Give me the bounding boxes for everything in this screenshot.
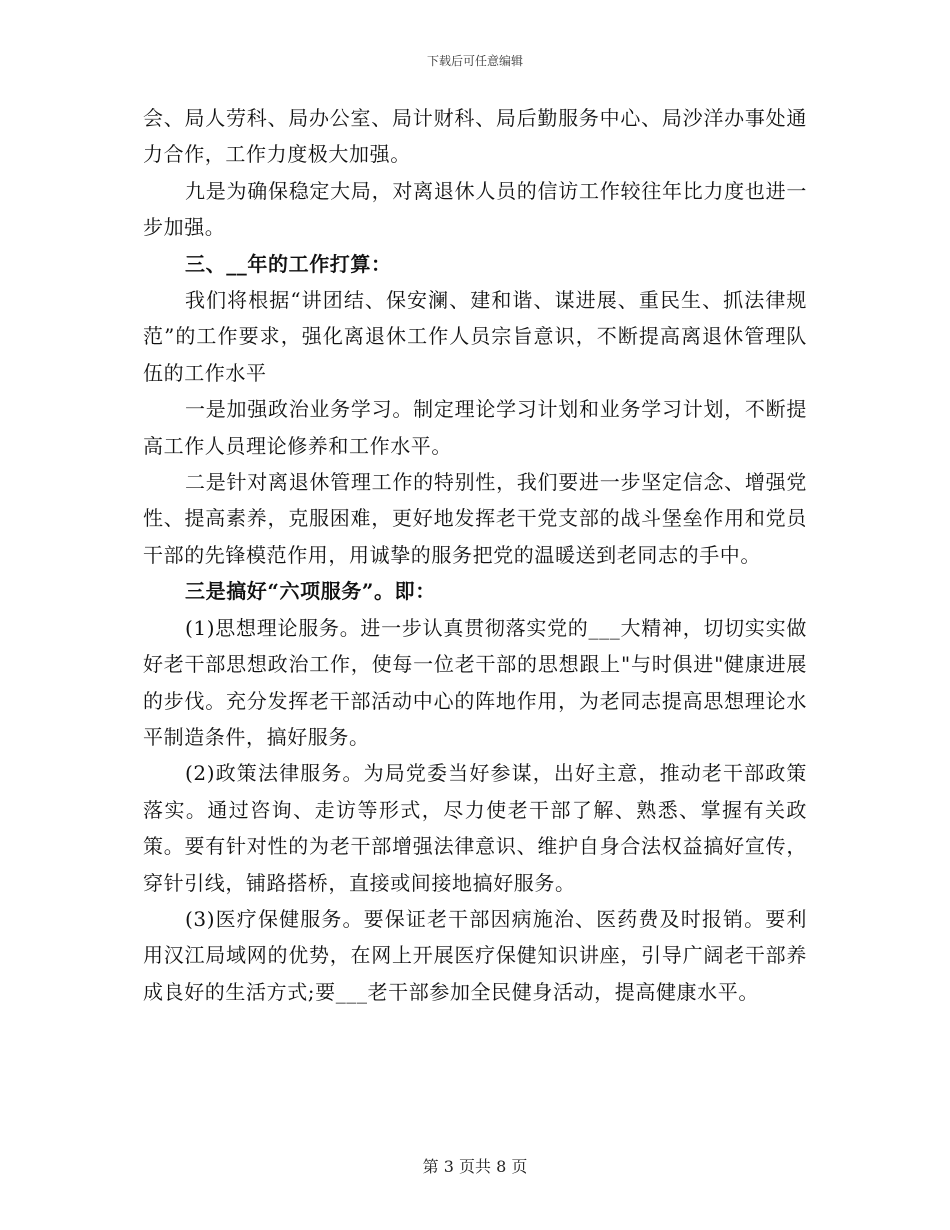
paragraph-plan-intro: 我们将根据“讲团结、保安澜、建和谐、谋进展、重民生、抓法律规范”的工作要求，强化离退休工作人员宗旨意识，不断提高离退休管理队伍的工作水平 — [143, 288, 807, 385]
page-header: 下载后可任意编辑 — [426, 54, 523, 68]
paragraph-service-1: (1)思想理论服务。进一步认真贯彻落实党的___大精神，切切实实做好老干部思想政治工作，使每一位老干部的思想跟上"与时俱进"健康进展的步伐。充分发挥老干部活动中心的阵地作用，为老同志提高思想理论水平制造条件，搞好服务。 — [143, 615, 807, 749]
document-body — [143, 100, 807, 1010]
paragraph-item-nine: 九是为确保稳定大局，对离退休人员的信访工作较往年比力度也进一步加强。 — [143, 178, 807, 240]
section-heading-work-plan: 三、__年的工作打算： — [185, 251, 392, 276]
page-footer: 第 3 页共 8 页 — [422, 1157, 528, 1176]
subheading-six-services: 三是搞好“六项服务”。即： — [185, 579, 436, 604]
paragraph-service-3: (3)医疗保健服务。要保证老干部因病施治、医药费及时报销。要利用汉江局域网的优势，在网上开展医疗保健知识讲座，引导广阔老干部养成良好的生活方式;要___老干部参加全民健身活动，提高健康水平。 — [143, 906, 807, 1004]
paragraph-service-2: (2)政策法律服务。为局党委当好参谋，出好主意，推动老干部政策落实。通过咨询、走访等形式，尽力使老干部了解、熟悉、掌握有关政策。要有针对性的为老干部增强法律意识、维护自身合法权益搞好宣传，穿针引线，铺路搭桥，直接或间接地搞好服务。 — [143, 761, 807, 895]
paragraph-plan-two: 二是针对离退休管理工作的特别性，我们要进一步坚定信念、增强党性、提高素养，克服困难，更好地发挥老干党支部的战斗堡垒作用和党员干部的先锋模范作用，用诚挚的服务把党的温暖送到老同志的手中。 — [143, 470, 807, 567]
paragraph-plan-one: 一是加强政治业务学习。制定理论学习计划和业务学习计划，不断提高工作人员理论修养和工作水平。 — [143, 397, 807, 458]
paragraph-cooperation-continued: 会、局人劳科、局办公室、局计财科、局后勤服务中心、局沙洋办事处通力合作，工作力度极大加强。 — [143, 106, 807, 167]
